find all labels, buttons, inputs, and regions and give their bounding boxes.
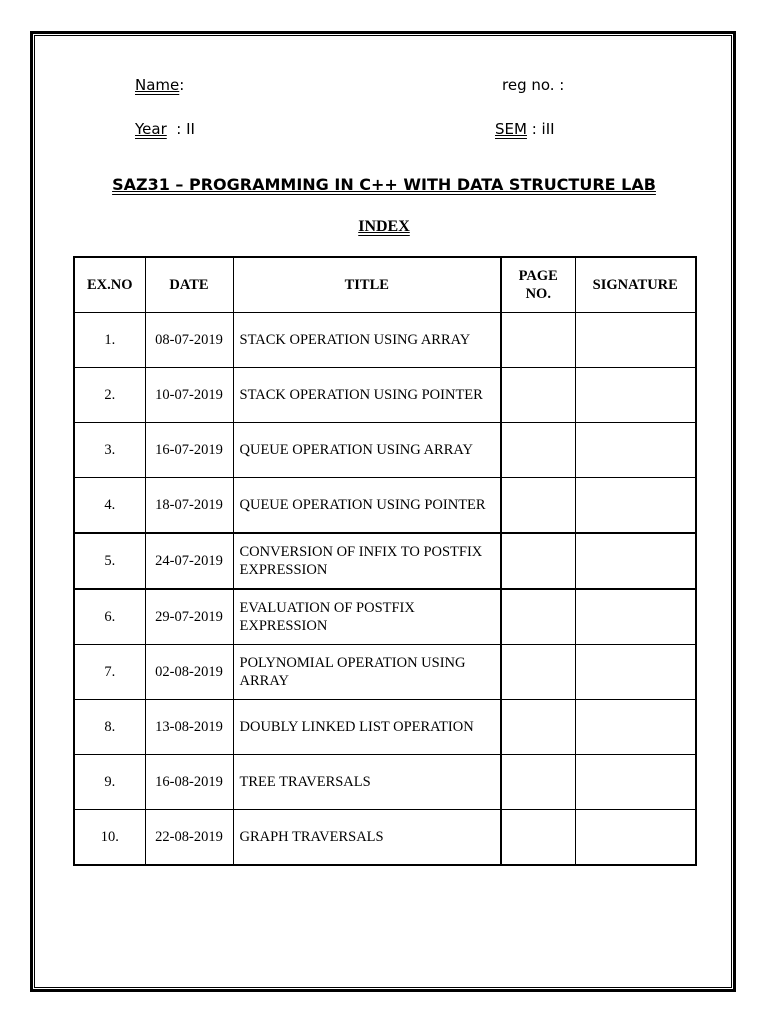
year-label: Year (135, 120, 167, 138)
table-row (74, 755, 696, 810)
row-exno: 8. (74, 700, 145, 755)
row-date: 08-07-2019 (145, 313, 233, 368)
row-exno: 7. (74, 645, 145, 700)
table-row (74, 645, 696, 700)
row-signature (575, 755, 696, 810)
row-signature (575, 645, 696, 700)
row-title: DOUBLY LINKED LIST OPERATION (233, 700, 501, 755)
row-date: 13-08-2019 (145, 700, 233, 755)
row-signature (575, 368, 696, 423)
row-page-no (501, 423, 575, 478)
row-date: 18-07-2019 (145, 478, 233, 534)
row-signature (575, 533, 696, 589)
table-row (74, 478, 696, 534)
row-date: 16-08-2019 (145, 755, 233, 810)
row-title: QUEUE OPERATION USING POINTER (233, 478, 501, 534)
row-page-no (501, 313, 575, 368)
row-exno: 10. (74, 810, 145, 866)
table-row (74, 313, 696, 368)
row-date: 24-07-2019 (145, 533, 233, 589)
row-title: EVALUATION OF POSTFIX EXPRESSION (233, 589, 501, 645)
row-title: STACK OPERATION USING ARRAY (233, 313, 501, 368)
row-date: 22-08-2019 (145, 810, 233, 866)
table-row (74, 700, 696, 755)
row-signature (575, 478, 696, 534)
table-row (74, 533, 696, 589)
row-date: 10-07-2019 (145, 368, 233, 423)
sem-field (495, 120, 555, 138)
document-title: SAZ31 – PROGRAMMING IN C++ WITH DATA STRUCTURE LAB (112, 175, 656, 194)
table-row (74, 810, 696, 866)
row-signature (575, 313, 696, 368)
sem-label: SEM (495, 120, 527, 138)
table-body (74, 313, 696, 866)
row-page-no (501, 700, 575, 755)
name-colon: : (179, 76, 185, 94)
row-exno: 2. (74, 368, 145, 423)
col-header-title: TITLE (233, 257, 501, 313)
name-field (135, 76, 184, 94)
row-page-no (501, 645, 575, 700)
row-page-no (501, 810, 575, 866)
row-page-no (501, 589, 575, 645)
table-row (74, 423, 696, 478)
name-label: Name (135, 76, 180, 94)
row-title: CONVERSION OF INFIX TO POSTFIX EXPRESSION (233, 533, 501, 589)
row-title: TREE TRAVERSALS (233, 755, 501, 810)
col-header-signature: SIGNATURE (575, 257, 696, 313)
col-header-date: DATE (145, 257, 233, 313)
row-page-no (501, 533, 575, 589)
index-heading: INDEX (358, 218, 410, 235)
row-exno: 6. (74, 589, 145, 645)
row-title: GRAPH TRAVERSALS (233, 810, 501, 866)
col-header-page-no: PAGE NO. (501, 257, 575, 313)
row-date: 02-08-2019 (145, 645, 233, 700)
row-exno: 1. (74, 313, 145, 368)
row-exno: 5. (74, 533, 145, 589)
table-row (74, 368, 696, 423)
row-title: POLYNOMIAL OPERATION USING ARRAY (233, 645, 501, 700)
index-table (73, 256, 697, 866)
row-date: 16-07-2019 (145, 423, 233, 478)
table-row (74, 589, 696, 645)
col-header-exno: EX.NO (74, 257, 145, 313)
row-signature (575, 589, 696, 645)
row-exno: 3. (74, 423, 145, 478)
row-exno: 4. (74, 478, 145, 534)
sem-value: : iII (526, 120, 555, 138)
row-page-no (501, 368, 575, 423)
table-header-row (74, 257, 696, 313)
row-page-no (501, 755, 575, 810)
row-exno: 9. (74, 755, 145, 810)
row-page-no (501, 478, 575, 534)
row-date: 29-07-2019 (145, 589, 233, 645)
row-title: QUEUE OPERATION USING ARRAY (233, 423, 501, 478)
row-signature (575, 700, 696, 755)
row-signature (575, 423, 696, 478)
row-title: STACK OPERATION USING POINTER (233, 368, 501, 423)
reg-no-label: reg no. : (502, 76, 565, 94)
year-field (135, 120, 195, 138)
row-signature (575, 810, 696, 866)
year-value: : II (166, 120, 195, 138)
